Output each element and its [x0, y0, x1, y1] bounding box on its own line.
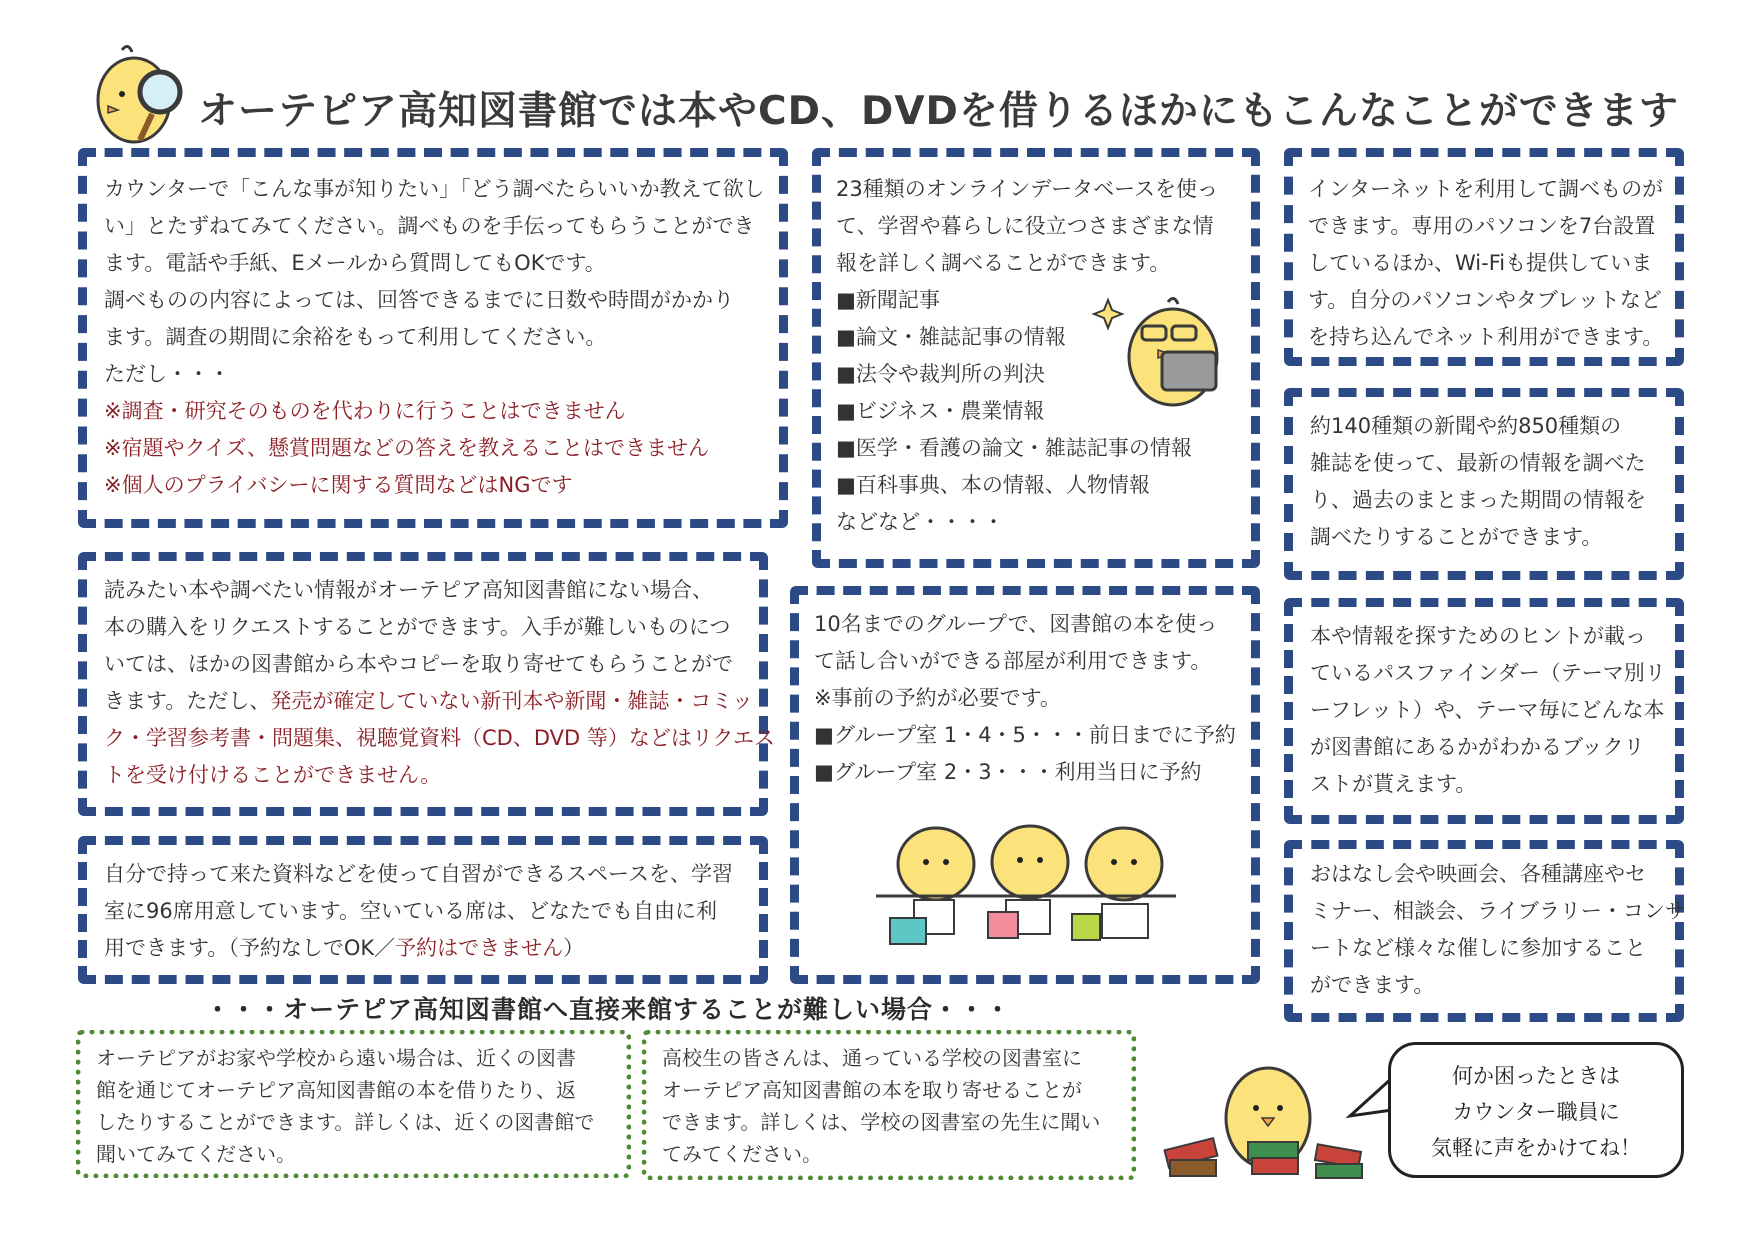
list-item: ■法令や裁判所の判決 — [836, 362, 1045, 386]
text-line: ーフレット）や、テーマ毎にどんな本 — [1310, 698, 1665, 722]
note-line: トを受け付けることができません。 — [104, 763, 442, 787]
text-line: インターネットを利用して調べものが — [1308, 177, 1664, 201]
chicks-reading-illustration — [876, 818, 1186, 948]
pathfinder-text — [1310, 618, 1666, 803]
remote-section-heading: ・・・オーテピア高知図書館へ直接来館することが難しい場合・・・ — [205, 995, 1012, 1024]
chick-tablet-illustration — [1098, 292, 1228, 412]
text-line: できます。専用のパソコンを7台設置 — [1308, 214, 1656, 238]
chick-magnifier-illustration — [92, 42, 192, 152]
text-line: を持ち込んでネット利用ができます。 — [1308, 325, 1664, 349]
text-line: 10名までのグループで、図書館の本を使っ — [814, 612, 1218, 636]
text-line: ミナー、相談会、ライブラリー・コンサ — [1310, 899, 1686, 923]
text-line: す。自分のパソコンやタブレットなど — [1308, 288, 1662, 312]
text-line: 聞いてみてください。 — [96, 1142, 296, 1166]
internet-text — [1308, 171, 1663, 356]
note-segment: 発売が確定していない新刊本や新聞・雑誌・コミッ — [270, 689, 753, 713]
text-line: 調べものの内容によっては、回答できるまでに日数や時間がかかり — [104, 288, 734, 312]
text-line: ます。調査の期間に余裕をもって利用してください。 — [104, 325, 607, 349]
text-line: 雑誌を使って、最新の情報を調べた — [1310, 451, 1646, 475]
text-line: 自分で持って来た資料などを使って自習ができるスペースを、学習 — [104, 862, 733, 886]
text-line: できます。詳しくは、学校の図書室の先生に聞い — [662, 1110, 1101, 1134]
text-line: カウンター職員に — [1452, 1100, 1620, 1124]
text-line: ※事前の予約が必要です。 — [814, 686, 1061, 710]
text-line: 高校生の皆さんは、通っている学校の図書室に — [662, 1046, 1082, 1070]
note-line: ク・学習参考書・問題集、視聴覚資料（CD、DVD 等）などはリクエス — [104, 726, 776, 750]
text-line: 気軽に声をかけてね！ — [1431, 1136, 1641, 1160]
text-line: 報を詳しく調べることができます。 — [836, 251, 1171, 275]
text-line: ができます。 — [1310, 973, 1435, 997]
text-line: したりすることができます。詳しくは、近くの図書館で — [96, 1110, 595, 1134]
request-text — [104, 572, 775, 794]
text-segment: 用できます。（予約なしでOK／ — [104, 936, 396, 960]
list-item: ■グループ室 1・4・5・・・前日までに予約 — [814, 723, 1236, 747]
text-segment: ） — [563, 936, 585, 960]
text-line: てみてください。 — [662, 1142, 822, 1166]
text-line: て話し合いができる部屋が利用できます。 — [814, 649, 1212, 673]
text-line: オーテピア高知図書館の本を取り寄せることが — [662, 1078, 1082, 1102]
text-line: いては、ほかの図書館から本やコピーを取り寄せてもらうことがで — [104, 652, 734, 676]
text-line: 本の購入をリクエストすることができます。入手が難しいものにつ — [104, 615, 731, 639]
text-line: 23種類のオンラインデータベースを使っ — [836, 177, 1219, 201]
list-item: ■医学・看護の論文・雑誌記事の情報 — [836, 436, 1192, 460]
text-line: て、学習や暮らしに役立つさまざまな情 — [836, 214, 1214, 238]
events-text — [1310, 856, 1686, 1004]
list-item: ■百科事典、本の情報、人物情報 — [836, 473, 1150, 497]
text-segment: きます。ただし、 — [104, 689, 271, 713]
text-line: ているパスファインダー（テーマ別リ — [1310, 661, 1666, 685]
note-line: ※個人のプライバシーに関する質問などはNGです — [104, 473, 573, 497]
text-line: カウンターで「こんな事が知りたい」「どう調べたらいいか教えて欲し — [104, 177, 765, 201]
text-line: オーテピアがお家や学校から遠い場合は、近くの図書 — [96, 1046, 576, 1070]
text-line: 約140種類の新聞や約850種類の — [1310, 414, 1622, 438]
group-room-text — [814, 606, 1236, 791]
text-line: 調べたりすることができます。 — [1310, 525, 1603, 549]
text-line: ただし・・・ — [104, 362, 230, 386]
remote-school-library-text — [662, 1042, 1100, 1170]
list-item: ■グループ室 2・3・・・利用当日に予約 — [814, 760, 1202, 784]
study-room-text — [104, 856, 733, 967]
text-line: 本や情報を探すためのヒントが載っ — [1310, 624, 1646, 648]
note-segment: 予約はできません — [395, 936, 564, 960]
text-line: ストが貰えます。 — [1310, 772, 1477, 796]
text-line: おはなし会や映画会、各種講座やセ — [1310, 862, 1646, 886]
text-line: 館を通じてオーテピア高知図書館の本を借りたり、返 — [96, 1078, 576, 1102]
text-line: が図書館にあるかがわかるブックリ — [1310, 735, 1645, 759]
text-line: ます。電話や手紙、Eメールから質問してもOKです。 — [104, 251, 606, 275]
list-item: ■ビジネス・農業情報 — [836, 399, 1045, 423]
text-line: 何か困ったときは — [1452, 1064, 1620, 1088]
list-item: などなど・・・・ — [836, 510, 1004, 534]
text-line: り、過去のまとまった期間の情報を — [1310, 488, 1646, 512]
speech-bubble-text — [1388, 1058, 1684, 1166]
text-line: しているほか、Wi-Fiも提供していま — [1308, 251, 1653, 275]
text-line: ートなど様々な催しに参加すること — [1310, 936, 1646, 960]
text-line: 読みたい本や調べたい情報がオーテピア高知図書館にない場合、 — [104, 578, 713, 602]
chick-books-illustration — [1156, 1048, 1376, 1188]
page-title: オーテピア高知図書館では本やCD、DVDを借りるほかにもこんなことができます — [198, 89, 1679, 134]
list-item: ■論文・雑誌記事の情報 — [836, 325, 1066, 349]
remote-local-library-text — [96, 1042, 594, 1170]
reference-service-text — [104, 171, 765, 504]
note-line: ※調査・研究そのものを代わりに行うことはできません — [104, 399, 626, 423]
note-line: ※宿題やクイズ、懸賞問題などの答えを教えることはできません — [104, 436, 709, 460]
text-line: 室に96席用意しています。空いている席は、どなたでも自由に利 — [104, 899, 718, 923]
list-item: ■新聞記事 — [836, 288, 940, 312]
text-line: い」とたずねてみてください。調べものを手伝ってもらうことができ — [104, 214, 755, 238]
newspapers-text — [1310, 408, 1646, 556]
